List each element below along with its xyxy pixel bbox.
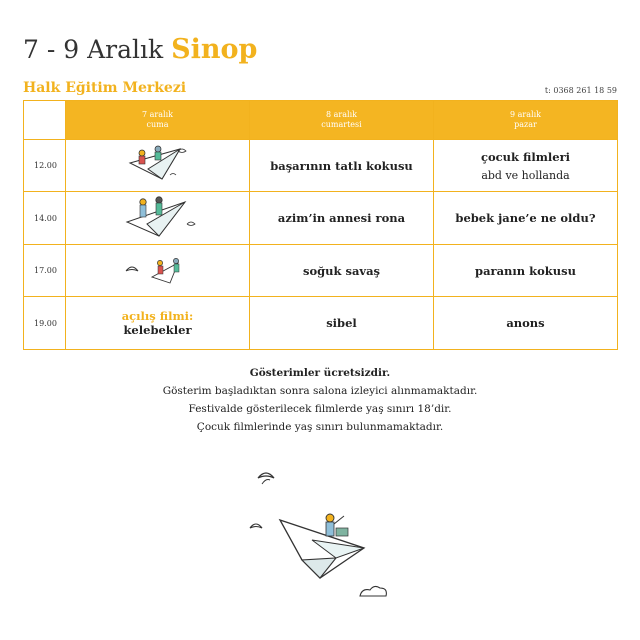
illustration-cell (66, 192, 250, 245)
table-row (24, 245, 618, 297)
opening-film-title: kelebekler (123, 323, 192, 337)
film-cell: paranın kokusu (434, 245, 618, 297)
film-cell: başarının tatlı kokusu (250, 140, 434, 192)
day-weekday: cumartesi (321, 120, 362, 129)
day-header-3 (434, 101, 618, 140)
table-row (24, 297, 618, 350)
film-cell: bebek jane’e ne oldu? (434, 192, 618, 245)
day-date: 7 aralık (142, 110, 173, 119)
day-weekday: cuma (146, 120, 169, 129)
time-cell: 12.00 (24, 140, 66, 192)
paper-plane-children-icon (113, 192, 203, 240)
table-row (24, 140, 618, 192)
schedule-header-row (24, 101, 618, 140)
opening-film-cell (66, 297, 250, 350)
cloud-icon (360, 586, 386, 596)
opening-film-label: açılış filmi: (121, 309, 194, 323)
time-cell: 14.00 (24, 192, 66, 245)
schedule-table (23, 100, 618, 350)
table-row (24, 192, 618, 245)
free-admission-note: Gösterimler ücretsizdir. (249, 367, 391, 379)
time-cell: 17.00 (24, 245, 66, 297)
event-city: Sinop (171, 34, 258, 65)
time-header-cell (24, 101, 66, 140)
venue-phone: t: 0368 261 18 59 (544, 86, 617, 95)
children-age-note: Çocuk filmlerinde yaş sınırı bulunmamaktadır. (196, 421, 444, 433)
illustration-cell (66, 140, 250, 192)
bird-icon (258, 473, 274, 484)
day-weekday: pazar (514, 120, 537, 129)
day-header-2 (250, 101, 434, 140)
film-cell: soğuk savaş (250, 245, 434, 297)
film-cell: sibel (250, 297, 434, 350)
day-header-1 (66, 101, 250, 140)
day-date: 8 aralık (326, 110, 357, 119)
paper-plane-illustration (240, 462, 400, 612)
film-title: çocuk filmleri (480, 149, 571, 164)
illustration-cell (66, 245, 250, 297)
late-entry-note: Gösterim başladıktan sonra salona izleyici alınmamaktadır. (162, 385, 478, 397)
venue-name: Halk Eğitim Merkezi (23, 80, 187, 96)
page-title (23, 34, 257, 65)
day-date: 9 aralık (510, 110, 541, 119)
bird-icon (250, 524, 262, 528)
film-cell: anons (434, 297, 618, 350)
event-dates: 7 - 9 Aralık (23, 35, 164, 64)
film-subtitle: abd ve hollanda (481, 168, 570, 182)
age-limit-note: Festivalde gösterilecek filmlerde yaş sınırı 18’dir. (188, 403, 452, 415)
film-cell: azim’in annesi rona (250, 192, 434, 245)
screening-notes (0, 364, 640, 436)
film-cell (434, 140, 618, 192)
time-cell: 19.00 (24, 297, 66, 350)
children-birds-icon (118, 249, 198, 289)
paper-plane-children-icon (118, 141, 198, 187)
